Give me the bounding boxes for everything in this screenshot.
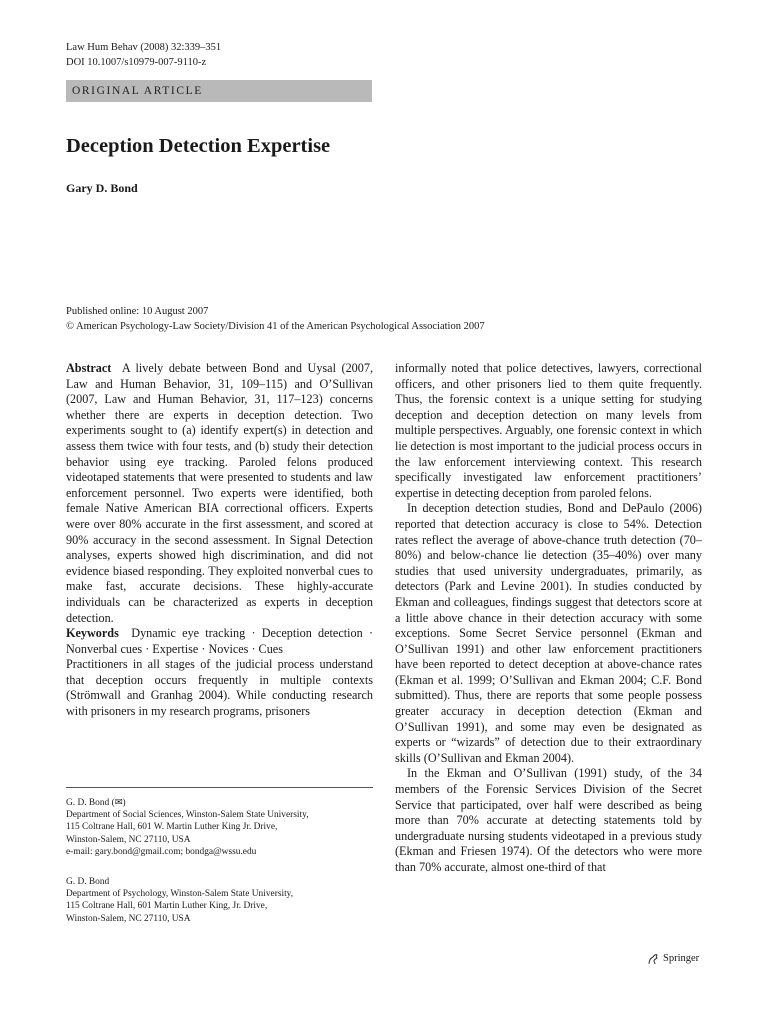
keywords <box>66 626 373 657</box>
affiliation-name: G. D. Bond <box>66 877 110 887</box>
abstract-text: A lively debate between Bond and Uysal (2007, Law and Human Behavior, 31, 109–115) and O’Sullivan (2007, Law and Human Behavior, 31, 117–123) concerns whether there are experts in deception detection. Two experiments sought to (a) identify expert(s) in detection and assess them twice with four tests, and (b) study their detection behavior using eye tracking. Paroled felons produced videotaped statements that were presented to students and law enforcement personnel. Two experts were identified, both female Native American BIA correctional officers. Experts were over 80% accurate in the first assessment, and scored at 90% accuracy in the second assessment. In Signal Detection analyses, experts showed high discrimination, and did not evidence biased responding. They exploited nonverbal cues to make fast, accurate decisions. These highly-accurate individuals can be characterized as experts in deception detection. <box>66 361 373 625</box>
publisher-name: Springer <box>663 953 700 964</box>
journal-citation: Law Hum Behav (2008) 32:339–351 <box>66 42 222 53</box>
affiliation-line: Winston-Salem, NC 27110, USA <box>66 913 191 924</box>
footnote-divider <box>66 787 373 788</box>
right-column <box>395 361 702 876</box>
affiliation-line: Department of Social Sciences, Winston-Salem State University, <box>66 810 309 821</box>
body-paragraph: informally noted that police detectives, lawyers, correctional officers, and other prisoners lied to them quite frequently. Thus, the forensic context is a unique setting for studying deception and deception detection on many levels from multiple perspectives. Arguably, one forensic context in which lie detection is most important to the judicial process occurs in the law enforcement interviewing context. This research specifically investigated law enforcement practitioners’ expertise in detecting deception from paroled felons. <box>395 361 702 500</box>
article-title: Deception Detection Expertise <box>66 135 331 157</box>
keywords-text: Dynamic eye tracking · Deception detection · Nonverbal cues · Expertise · Novices · Cues <box>66 626 373 656</box>
springer-horse-icon <box>646 952 660 966</box>
body-paragraph: In deception detection studies, Bond and DePaulo (2006) reported that detection accuracy is close to 54%. Detection rates reflect the average of above-chance truth detection (70–80%) and below-chance lie detection (35–40%) over many studies that used university undergraduates, primarily, as detectors (Park and Levine 2001). In studies conducted by Ekman and colleagues, findings suggest that detectors score at a little above chance in their detection accuracy with some exceptions. Some Secret Service personnel (Ekman and O’Sullivan 1991) and other law enforcement practitioners have been reported to detect deception at above-chance rates (Ekman et al. 1999; O’Sullivan and Ekman 2004; C.F. Bond submitted). Thus, there are reports that some people possess greater accuracy in deception detection (Ekman and O’Sullivan 1991), and some may even be designated as experts or “wizards” of detection due to their extraordinary skills (O’Sullivan and Ekman 2004). <box>395 501 702 765</box>
affiliation-block <box>66 876 373 925</box>
left-column <box>66 361 373 720</box>
author-name: Gary D. Bond <box>66 181 138 195</box>
article-type-label: ORIGINAL ARTICLE <box>72 85 203 97</box>
body-paragraph-left: Practitioners in all stages of the judicial process understand that deception occurs frequently in multiple contexts (Strömwall and Granhag 2004). While conducting research with prisoners in my research programs, prisoners <box>66 657 373 719</box>
affiliation-line: 115 Coltrane Hall, 601 Martin Luther King, Jr. Drive, <box>66 901 268 912</box>
abstract-label: Abstract <box>66 361 112 375</box>
publisher-mark <box>646 952 699 966</box>
abstract <box>66 361 373 626</box>
affiliation-name: G. D. Bond (✉) <box>66 798 126 808</box>
affiliation-block <box>66 797 373 858</box>
keywords-label: Keywords <box>66 626 119 641</box>
affiliation-email[interactable]: e-mail: gary.bond@gmail.com; bondga@wssu.edu <box>66 846 257 857</box>
affiliation-line: Department of Psychology, Winston-Salem State University, <box>66 889 294 900</box>
doi-line: DOI 10.1007/s10979-007-9110-z <box>66 57 207 68</box>
copyright-line: © American Psychology-Law Society/Division 41 of the American Psychological Association 2007 <box>66 321 485 332</box>
published-date: Published online: 10 August 2007 <box>66 306 209 317</box>
article-type-banner <box>66 80 372 102</box>
affiliation-line: Winston-Salem, NC 27110, USA <box>66 834 191 845</box>
body-paragraph: In the Ekman and O’Sullivan (1991) study, of the 34 members of the Forensic Services Division of the Secret Service that participated, over half were described as being more than 70% accurate at detecting statements told by undergraduate nursing students videotaped in a previous study (Ekman and Friesen 1974). Of the detectors who were more than 70% accurate, almost one-third of that <box>395 766 702 874</box>
affiliation-line: 115 Coltrane Hall, 601 W. Martin Luther King Jr. Drive, <box>66 822 278 833</box>
